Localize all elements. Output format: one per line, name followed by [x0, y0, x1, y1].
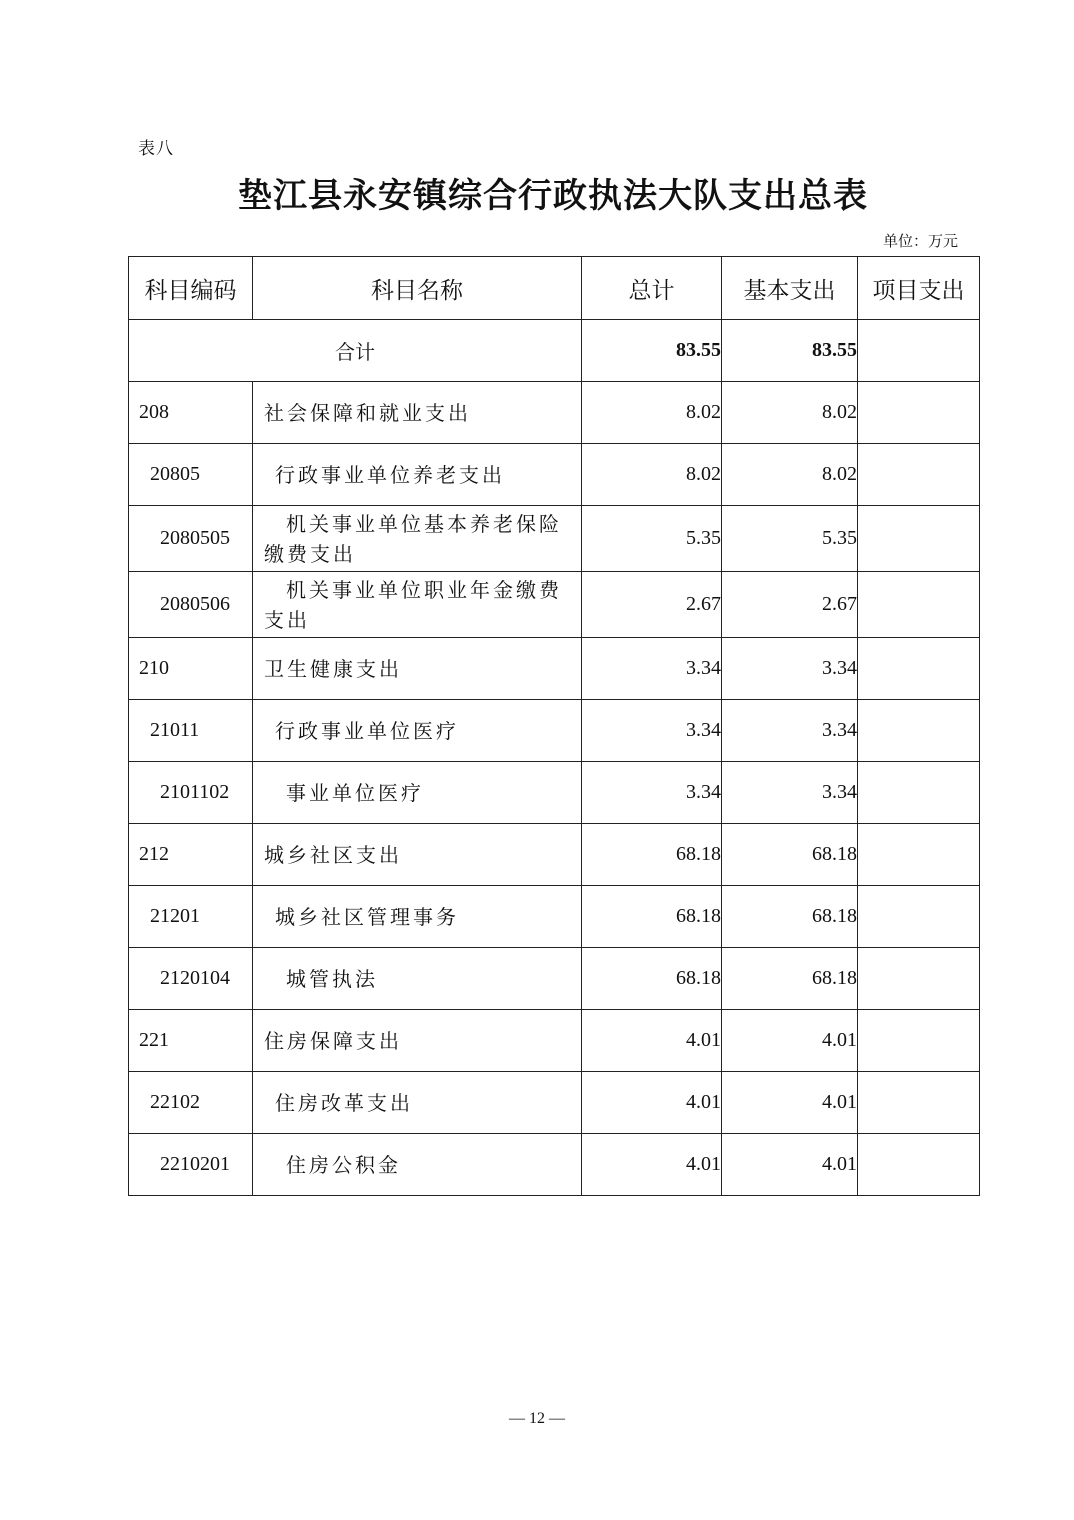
row-name: 住房保障支出: [253, 1010, 582, 1072]
row-name: 城乡社区支出: [253, 824, 582, 886]
total-basic: 83.55: [722, 320, 858, 382]
row-project: [858, 886, 980, 948]
row-name: 卫生健康支出: [253, 638, 582, 700]
row-name: 城乡社区管理事务: [253, 886, 582, 948]
row-total: 4.01: [582, 1010, 722, 1072]
row-basic: 68.18: [722, 886, 858, 948]
row-code: 21011: [129, 700, 253, 762]
table-row: [129, 700, 980, 762]
row-total: 68.18: [582, 824, 722, 886]
row-name: 城管执法: [253, 948, 582, 1010]
row-code: 212: [129, 824, 253, 886]
row-project: [858, 444, 980, 506]
total-total: 83.55: [582, 320, 722, 382]
row-code: 22102: [129, 1072, 253, 1134]
row-project: [858, 382, 980, 444]
row-total: 3.34: [582, 638, 722, 700]
row-name: 社会保障和就业支出: [253, 382, 582, 444]
row-name: 住房改革支出: [253, 1072, 582, 1134]
row-total: 8.02: [582, 382, 722, 444]
table-row: [129, 1010, 980, 1072]
row-project: [858, 1072, 980, 1134]
table-row: [129, 824, 980, 886]
row-project: [858, 506, 980, 572]
row-basic: 68.18: [722, 948, 858, 1010]
header-project: 项目支出: [858, 257, 980, 320]
row-project: [858, 1010, 980, 1072]
row-project: [858, 1134, 980, 1196]
row-basic: 5.35: [722, 506, 858, 572]
row-project: [858, 700, 980, 762]
row-basic: 8.02: [722, 382, 858, 444]
row-basic: 4.01: [722, 1010, 858, 1072]
row-name: 住房公积金: [253, 1134, 582, 1196]
row-project: [858, 948, 980, 1010]
row-code: 21201: [129, 886, 253, 948]
row-total: 8.02: [582, 444, 722, 506]
row-total: 5.35: [582, 506, 722, 572]
table-row: [129, 948, 980, 1010]
row-basic: 68.18: [722, 824, 858, 886]
row-project: [858, 638, 980, 700]
row-basic: 2.67: [722, 572, 858, 638]
row-basic: 8.02: [722, 444, 858, 506]
row-basic: 4.01: [722, 1072, 858, 1134]
table-row: [129, 886, 980, 948]
row-code: 20805: [129, 444, 253, 506]
total-row: [129, 320, 980, 382]
row-code: 2080505: [129, 506, 253, 572]
row-name: 事业单位医疗: [253, 762, 582, 824]
row-total: 4.01: [582, 1072, 722, 1134]
header-row: [129, 257, 980, 320]
total-project: [858, 320, 980, 382]
row-basic: 4.01: [722, 1134, 858, 1196]
row-name: 机关事业单位职业年金缴费支出: [253, 572, 582, 638]
expense-summary-table: [128, 256, 980, 1196]
table-row: [129, 638, 980, 700]
header-total: 总计: [582, 257, 722, 320]
table-row: [129, 1134, 980, 1196]
row-project: [858, 572, 980, 638]
table-row: [129, 1072, 980, 1134]
row-project: [858, 762, 980, 824]
table-row: [129, 506, 980, 572]
table-row: [129, 762, 980, 824]
page-number: — 12 —: [509, 1410, 565, 1427]
row-name: 行政事业单位医疗: [253, 700, 582, 762]
row-basic: 3.34: [722, 700, 858, 762]
row-code: 2080506: [129, 572, 253, 638]
row-project: [858, 824, 980, 886]
table-row: [129, 444, 980, 506]
row-basic: 3.34: [722, 762, 858, 824]
row-code: 2101102: [129, 762, 253, 824]
header-basic: 基本支出: [722, 257, 858, 320]
row-total: 3.34: [582, 700, 722, 762]
unit-label: 单位：万元: [882, 232, 958, 250]
row-total: 68.18: [582, 948, 722, 1010]
document-title: 垫江县永安镇综合行政执法大队支出总表: [238, 176, 868, 216]
row-total: 3.34: [582, 762, 722, 824]
table-number-label: 表八: [138, 139, 174, 159]
row-code: 210: [129, 638, 253, 700]
row-total: 68.18: [582, 886, 722, 948]
row-basic: 3.34: [722, 638, 858, 700]
row-code: 208: [129, 382, 253, 444]
row-name: 行政事业单位养老支出: [253, 444, 582, 506]
row-code: 2210201: [129, 1134, 253, 1196]
table-row: [129, 382, 980, 444]
row-code: 221: [129, 1010, 253, 1072]
row-total: 4.01: [582, 1134, 722, 1196]
row-name: 机关事业单位基本养老保险缴费支出: [253, 506, 582, 572]
row-code: 2120104: [129, 948, 253, 1010]
total-label: 合计: [129, 320, 582, 382]
header-name: 科目名称: [253, 257, 582, 320]
table-row: [129, 572, 980, 638]
header-code: 科目编码: [129, 257, 253, 320]
row-total: 2.67: [582, 572, 722, 638]
